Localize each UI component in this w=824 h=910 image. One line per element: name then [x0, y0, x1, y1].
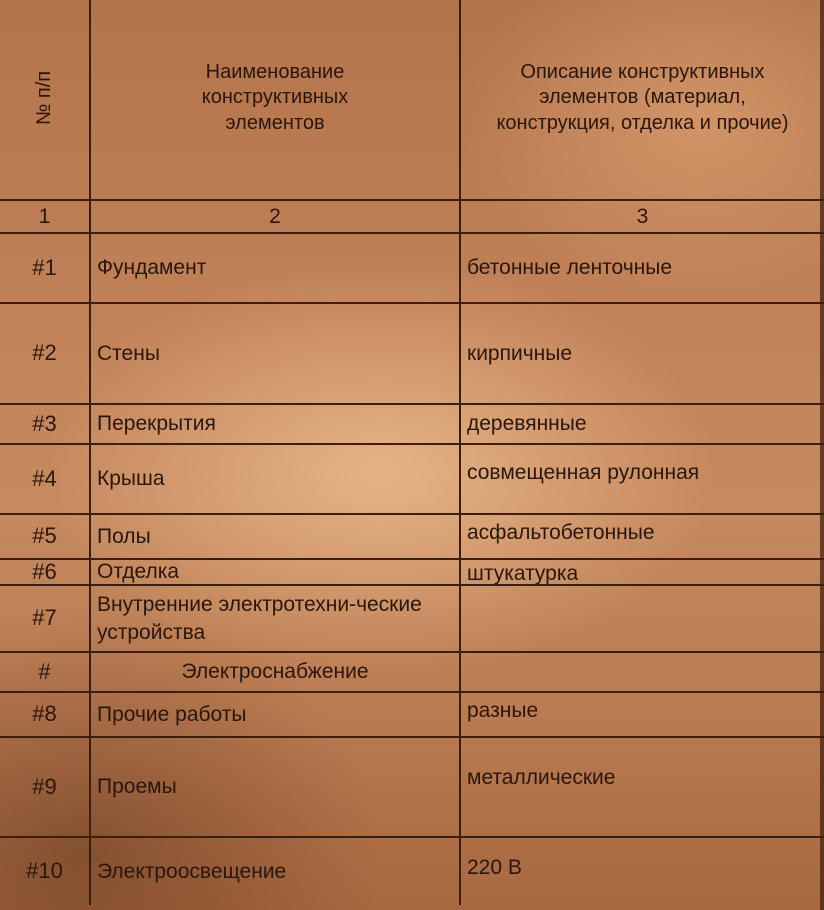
row-number: #9: [0, 738, 91, 838]
header-number-label: № п/п: [33, 70, 56, 126]
index-cell-1: 1: [0, 201, 91, 234]
row-element-name: Электроснабжение: [91, 653, 461, 693]
row-element-name: Перекрытия: [91, 405, 461, 445]
row-element-name-text: Внутренние электротехни-ческие устройства: [97, 593, 422, 644]
row-number: #3: [0, 405, 91, 445]
row-element-description: [461, 586, 824, 653]
index-cell-2: 2: [91, 201, 461, 234]
row-number: #6: [0, 560, 91, 586]
row-element-name: Фундамент: [91, 234, 461, 304]
header-name-label: Наименование конструктивных элементов: [201, 60, 349, 134]
row-element-description: деревянные: [461, 405, 824, 445]
header-description-cell: [461, 0, 824, 201]
row-element-description: бетонные ленточные: [461, 234, 824, 304]
index-cell-3: 3: [461, 201, 824, 234]
row-number: #5: [0, 515, 91, 560]
row-number: #10: [0, 838, 91, 905]
row-element-name: [91, 586, 461, 653]
row-number: #7: [0, 586, 91, 653]
row-element-name: Стены: [91, 304, 461, 405]
header-number-cell: [0, 0, 91, 201]
row-element-name: Отделка: [91, 560, 461, 586]
row-element-description: [461, 653, 824, 693]
table-right-border: [820, 0, 824, 910]
row-element-description: штукатурка: [461, 560, 824, 586]
row-element-description: 220 В: [467, 856, 522, 879]
row-element-name: Полы: [91, 515, 461, 560]
header-description-label: Описание конструктивных элементов (материал, конструкция, отделка и прочие): [496, 60, 789, 134]
row-element-name: Прочие работы: [91, 693, 461, 738]
row-element-description: совмещенная рулонная: [461, 445, 824, 515]
row-number: #8: [0, 693, 91, 738]
row-element-description: разные: [461, 693, 824, 738]
row-number: #4: [0, 445, 91, 515]
row-number: #: [0, 653, 91, 693]
row-number: #1: [0, 234, 91, 304]
row-element-name: Электроосвещение: [91, 838, 461, 905]
row-element-description: металлические: [461, 738, 824, 838]
row-element-name: Крыша: [91, 445, 461, 515]
row-element-name: Проемы: [91, 738, 461, 838]
row-number: #2: [0, 304, 91, 405]
row-element-description: кирпичные: [461, 304, 824, 405]
header-name-cell: [91, 0, 461, 201]
row-element-description: асфальтобетонные: [461, 515, 824, 560]
